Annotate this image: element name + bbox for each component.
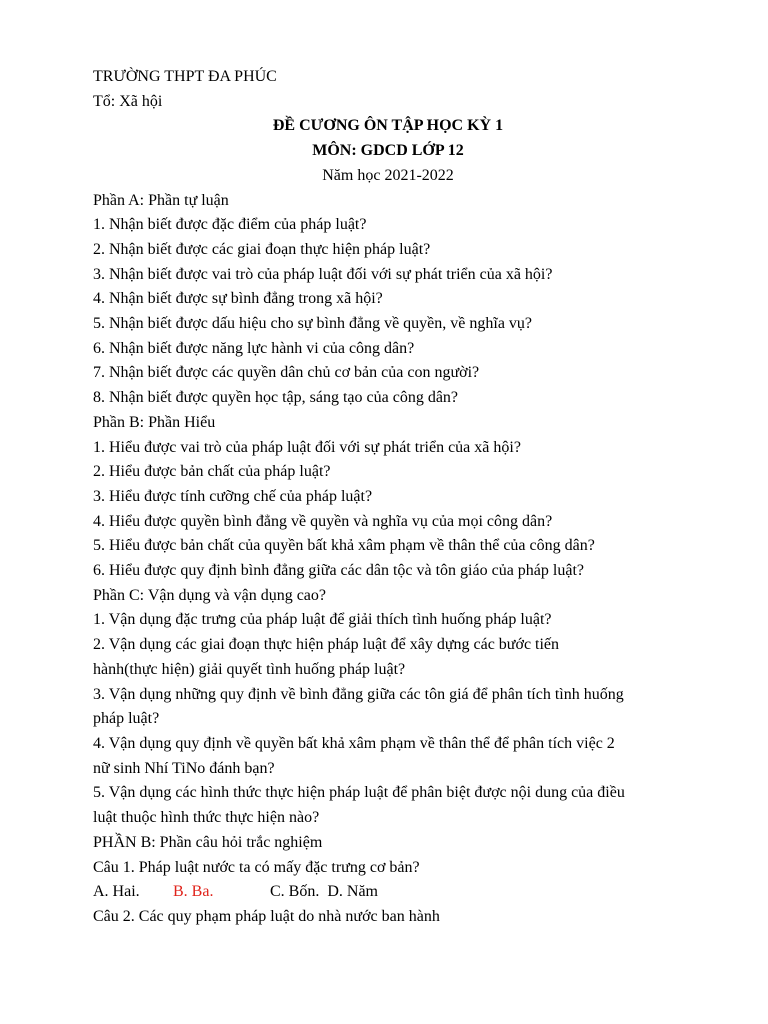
part-c-line: 2. Vận dụng các giai đoạn thực hiện pháp luật để xây dựng các bước tiến bbox=[93, 636, 560, 654]
part-b-heading: Phần B: Phần Hiểu bbox=[93, 413, 216, 431]
part-c-heading: Phần C: Vận dụng và vận dụng cao? bbox=[93, 586, 326, 604]
part-b-item: 2. Hiểu được bản chất của pháp luật? bbox=[93, 463, 331, 481]
part-a-item: 2. Nhận biết được các giai đoạn thực hiện pháp luật? bbox=[93, 240, 431, 258]
part-b-item: 1. Hiểu được vai trò của pháp luật đối với sự phát triển của xã hội? bbox=[93, 438, 521, 456]
part-a-item: 6. Nhận biết được năng lực hành vi của công dân? bbox=[93, 339, 415, 357]
answer-a: A. Hai. bbox=[93, 883, 140, 901]
part-c-line: 3. Vận dụng những quy định về bình đẳng giữa các tôn giá để phân tích tình huống bbox=[93, 685, 624, 703]
part-b-item: 3. Hiểu được tính cưỡng chế của pháp luật? bbox=[93, 487, 373, 505]
part-a-heading: Phần A: Phần tự luận bbox=[93, 191, 229, 209]
part-c-line: hành(thực hiện) giải quyết tình huống pháp luật? bbox=[93, 660, 406, 678]
answer-b-correct: B. Ba. bbox=[173, 883, 214, 901]
question-2: Câu 2. Các quy phạm pháp luật do nhà nước ban hành bbox=[93, 907, 440, 925]
part-c-line: 5. Vận dụng các hình thức thực hiện pháp luật để phân biệt được nội dung của điều bbox=[93, 784, 625, 802]
question-1-answers bbox=[93, 880, 683, 905]
part-c-line: 1. Vận dụng đặc trưng của pháp luật để giải thích tình huống pháp luật? bbox=[93, 611, 552, 629]
school-year: Năm học 2021-2022 bbox=[322, 166, 454, 184]
part-a-item: 7. Nhận biết được các quyền dân chủ cơ bản của con người? bbox=[93, 364, 480, 382]
part-b-item: 4. Hiểu được quyền bình đẳng về quyền và nghĩa vụ của mọi công dân? bbox=[93, 512, 553, 530]
part-c-line: 4. Vận dụng quy định về quyền bất khả xâm phạm về thân thể để phân tích việc 2 bbox=[93, 734, 615, 752]
part-c-line: pháp luật? bbox=[93, 710, 160, 728]
part-a-item: 4. Nhận biết được sự bình đẳng trong xã hội? bbox=[93, 290, 383, 308]
mcq-heading: PHẦN B: Phần câu hỏi trắc nghiệm bbox=[93, 833, 323, 851]
department: Tổ: Xã hội bbox=[93, 92, 163, 110]
answer-c: C. Bốn. bbox=[270, 883, 320, 901]
part-a-item: 8. Nhận biết được quyền học tập, sáng tạo của công dân? bbox=[93, 389, 459, 407]
question-1: Câu 1. Pháp luật nước ta có mấy đặc trưng cơ bản? bbox=[93, 858, 420, 876]
answer-d: D. Năm bbox=[327, 883, 378, 901]
part-a-item: 1. Nhận biết được đặc điểm của pháp luật? bbox=[93, 216, 367, 234]
part-a-item: 3. Nhận biết được vai trò của pháp luật đối với sự phát triển của xã hội? bbox=[93, 265, 553, 283]
part-a-item: 5. Nhận biết được dấu hiệu cho sự bình đẳng về quyền, về nghĩa vụ? bbox=[93, 315, 533, 333]
school-name: TRƯỜNG THPT ĐA PHÚC bbox=[93, 68, 277, 85]
part-b-item: 5. Hiểu được bản chất của quyền bất khả xâm phạm về thân thể của công dân? bbox=[93, 537, 595, 555]
part-c-line: luật thuộc hình thức thực hiện nào? bbox=[93, 809, 320, 827]
document-page bbox=[93, 65, 683, 930]
part-b-item: 6. Hiểu được quy định bình đẳng giữa các dân tộc và tôn giáo của pháp luật? bbox=[93, 562, 584, 580]
subject-line: MÔN: GDCD LỚP 12 bbox=[312, 142, 464, 160]
part-c-line: nữ sinh Nhí TiNo đánh bạn? bbox=[93, 759, 275, 777]
document-title: ĐỀ CƯƠNG ÔN TẬP HỌC KỲ 1 bbox=[272, 117, 504, 135]
